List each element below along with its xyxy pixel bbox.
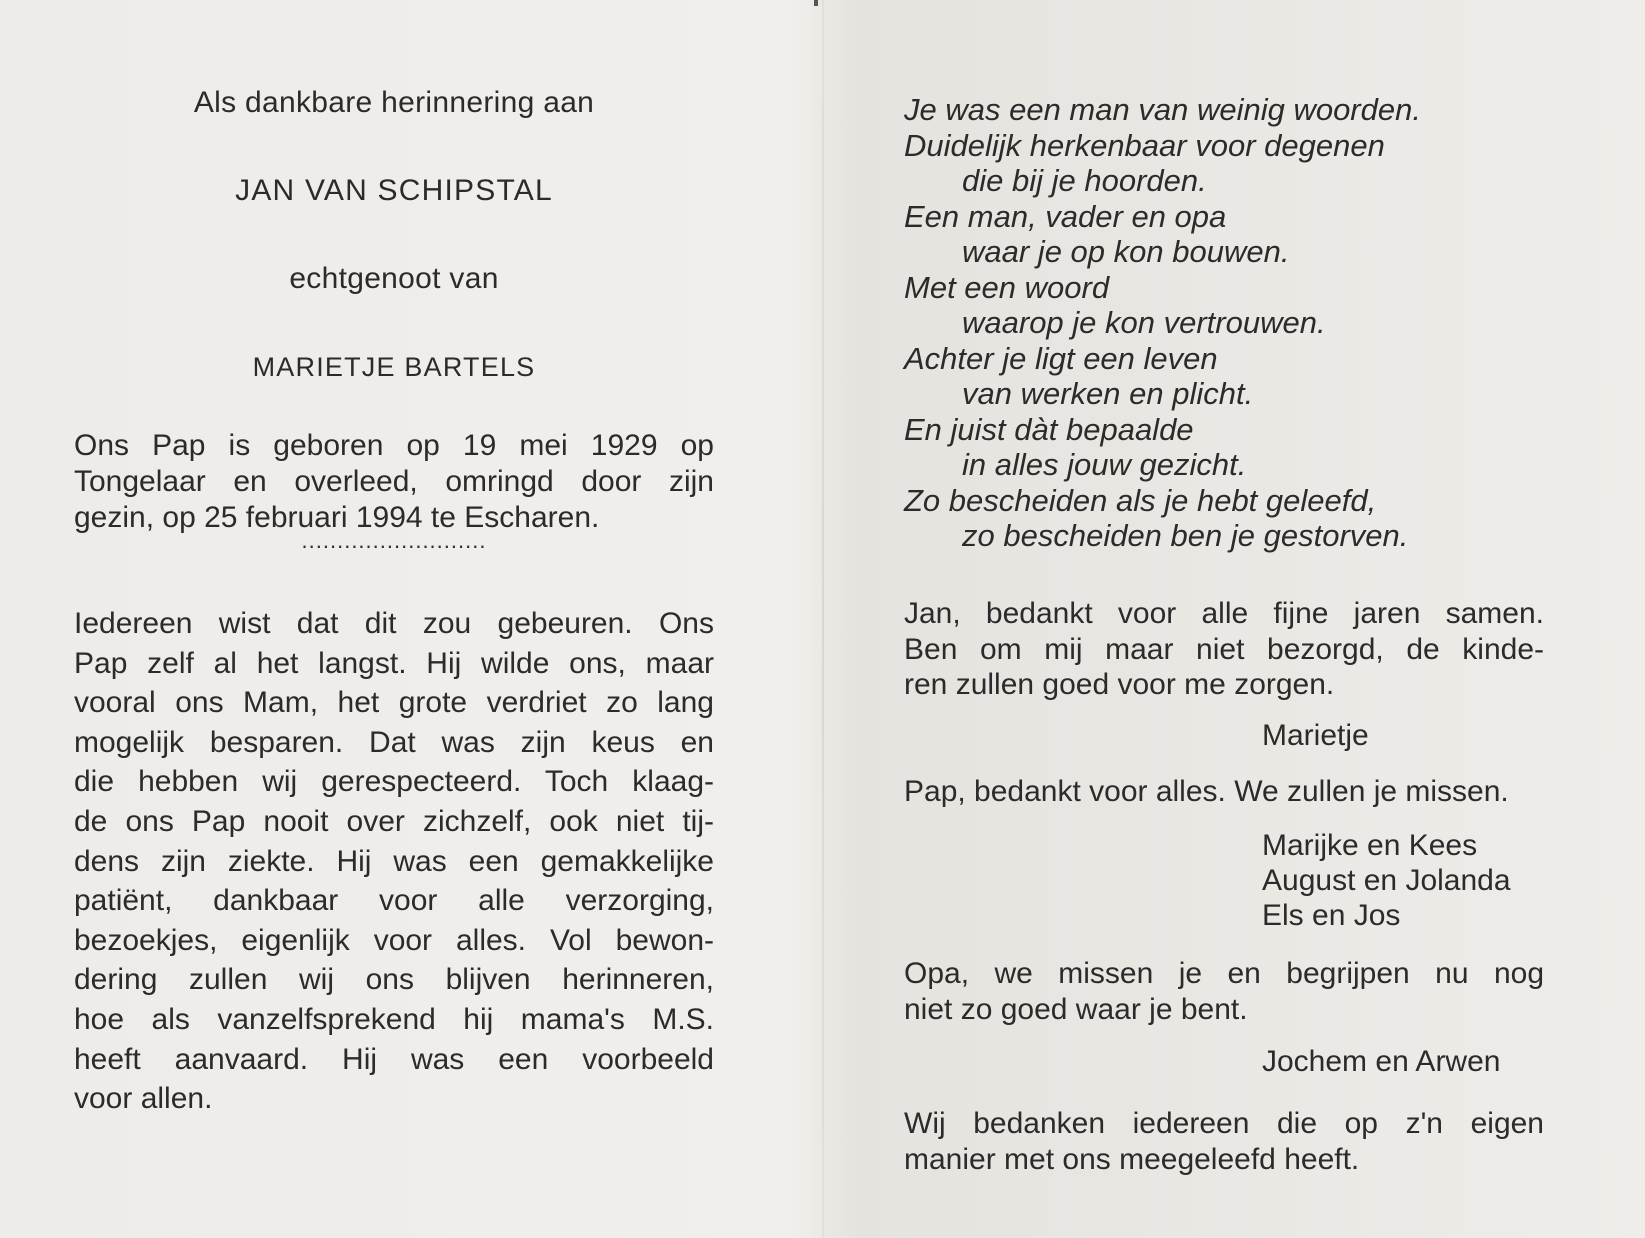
card-fold (822, 0, 824, 1238)
dotted-separator: .......................... (301, 528, 487, 553)
story-line: patiënt, dankbaar voor alle verzorging, (74, 884, 714, 918)
story-line: dens zijn ziekte. Hij was een gemakkelijke (74, 844, 714, 878)
story-line: mogelijk besparen. Dat was zijn keus en (74, 725, 714, 759)
signature-name: Jochem en Arwen (1262, 1045, 1501, 1078)
poem-line: van werken en plicht. (962, 376, 1254, 411)
left-panel (74, 0, 714, 1238)
poem-line: waarop je kon vertrouwen. (962, 305, 1326, 340)
intro-line: Als dankbare herinnering aan (193, 86, 595, 119)
wife-signature (1262, 718, 1369, 753)
poem-line: in alles jouw gezicht. (962, 447, 1247, 482)
children-signatures (1262, 828, 1511, 933)
birth-line: Ons Pap is geboren op 19 mei 1929 op (74, 429, 714, 462)
wife-message-line: Ben om mij maar niet bezorgd, de kinde- (904, 632, 1544, 666)
relation-line: echtgenoot van (289, 262, 499, 295)
poem-line: Achter je ligt een leven (904, 340, 1218, 376)
birth-line: gezin, op 25 februari 1994 te Escharen. (74, 501, 600, 534)
deceased-name: JAN VAN SCHIPSTAL (235, 174, 553, 207)
grandchildren-message-line: Opa, we missen je en begrijpen nu nog (904, 957, 1544, 990)
story-line: vooral ons Mam, het grote verdriet zo lang (74, 686, 714, 720)
signature-name: August en Jolanda (1262, 864, 1511, 897)
poem-line: En juist dàt bepaalde (904, 411, 1194, 447)
thanks-message-line: manier met ons meegeleefd heeft. (904, 1142, 1360, 1176)
story-line: voor allen. (74, 1082, 213, 1116)
wife-message-line: Jan, bedankt voor alle fijne jaren samen. (904, 597, 1544, 630)
signature-name: Marietje (1262, 719, 1369, 752)
poem-line: Met een woord (904, 269, 1110, 305)
poem-line: waar je op kon bouwen. (962, 234, 1290, 269)
thanks-message-line: Wij bedanken iedereen die op z'n eigen (904, 1107, 1544, 1140)
wife-message-line: ren zullen goed voor me zorgen. (904, 668, 1335, 701)
children-message-line: Pap, bedankt voor alles. We zullen je missen. (904, 775, 1509, 808)
grandchildren-message-line: niet zo goed waar je bent. (904, 992, 1248, 1026)
poem-line: Duidelijk herkenbaar voor degenen (904, 127, 1385, 163)
poem-line: Een man, vader en opa (904, 198, 1227, 234)
story-line: bezoekjes, eigenlijk voor alles. Vol bewon- (74, 923, 714, 957)
story-line: die hebben wij gerespecteerd. Toch klaag- (74, 765, 714, 799)
children-message (904, 774, 1544, 810)
grandchildren-message (904, 956, 1544, 1027)
poem-line: die bij je hoorden. (962, 163, 1207, 198)
story-line: Pap zelf al het langst. Hij wilde ons, maar (74, 646, 714, 680)
poem-line: Je was een man van weinig woorden. (904, 92, 1421, 127)
birth-line: Tongelaar en overleed, omringd door zijn (74, 465, 714, 498)
fold-mark (814, 0, 818, 6)
wife-message (904, 596, 1544, 703)
right-panel (904, 0, 1544, 1238)
story-line: heeft aanvaard. Hij was een voorbeeld (74, 1042, 714, 1076)
grandchildren-signature (1262, 1044, 1500, 1079)
story-line: Iedereen wist dat dit zou gebeuren. Ons (74, 607, 714, 640)
poem-line: Zo bescheiden als je hebt geleefd, (904, 482, 1377, 518)
story-line: dering zullen wij ons blijven herinneren, (74, 963, 714, 997)
signature-name: Els en Jos (1262, 899, 1401, 932)
story-line: hoe als vanzelfsprekend hij mama's M.S. (74, 1002, 714, 1036)
poem (904, 92, 1421, 554)
story-line: de ons Pap nooit over zichzelf, ook niet tij- (74, 804, 714, 838)
signature-name: Marijke en Kees (1262, 829, 1478, 862)
poem-line: zo bescheiden ben je gestorven. (962, 518, 1409, 553)
thanks-message (904, 1106, 1544, 1177)
birth-death-paragraph (74, 428, 714, 536)
spouse-name: MARIETJE BARTELS (252, 352, 536, 382)
story-paragraph (74, 604, 714, 1119)
